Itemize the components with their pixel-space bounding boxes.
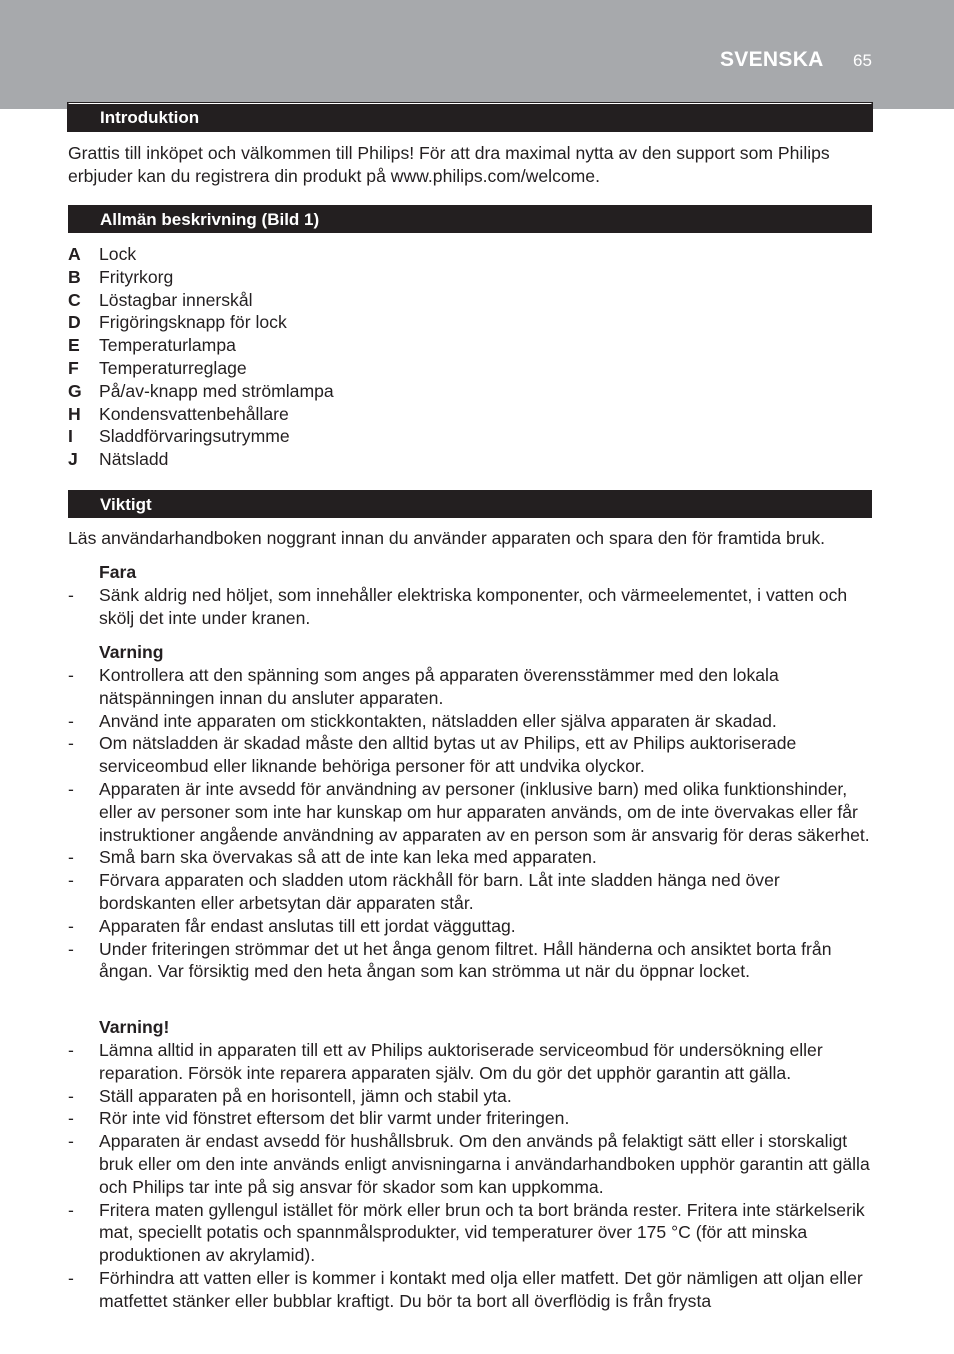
list-item-text: Under friteringen strömmar det ut het ånga genom filtret. Håll händerna och ansiktet borta från ångan. Var försiktig med den heta ångan som kan strömma ut när du öppnar locket. [99, 938, 832, 982]
list-dash: - [68, 733, 74, 754]
list-item [68, 846, 872, 869]
list-item-text: Använd inte apparaten om stickkontakten, nätsladden eller själva apparaten är skadad. [99, 710, 777, 731]
list-item-text: Kontrollera att den spänning som anges på apparaten överensstämmer med den lokala nätspänningen innan du ansluter apparaten. [99, 665, 779, 708]
list-item [68, 869, 872, 915]
list-item-text: Små barn ska övervakas så att de inte kan leka med apparaten. [99, 847, 597, 868]
section-heading-general-description [68, 205, 872, 233]
list-item [68, 1267, 872, 1313]
page-number: 65 [853, 51, 872, 70]
list-item [68, 1107, 872, 1130]
list-item [68, 1199, 872, 1267]
danger-list [68, 584, 872, 630]
part-item [68, 425, 668, 448]
list-item [68, 1039, 872, 1085]
list-item [68, 938, 872, 984]
list-item [68, 732, 872, 778]
section-title: Introduktion [100, 108, 200, 127]
list-item-text: Fritera maten gyllengul istället för mörk eller brun och ta bort brända rester. Fritera inte stärkelserik mat, speciellt potatis och spannmålsprodukter, vid temperaturer över 175 °C (för att minska produktionen av akrylamid). [99, 1199, 865, 1266]
caution-list [68, 1039, 872, 1313]
list-dash: - [68, 1085, 74, 1106]
part-letter: I [68, 426, 73, 447]
part-letter: H [68, 403, 81, 424]
list-item-text: Ställ apparaten på en horisontell, jämn och stabil yta. [99, 1085, 512, 1106]
section-heading-important [68, 490, 872, 518]
header-band [0, 0, 954, 109]
list-dash: - [68, 915, 74, 936]
language-label: SVENSKA [720, 48, 824, 71]
parts-list [68, 243, 668, 471]
list-item [68, 710, 872, 733]
part-item [68, 448, 668, 471]
list-dash: - [68, 778, 74, 799]
part-item [68, 334, 668, 357]
section-heading-introduction [68, 103, 872, 131]
list-item [68, 1085, 872, 1108]
danger-title: Fara [99, 562, 137, 582]
part-item [68, 357, 668, 380]
list-dash: - [68, 938, 74, 959]
important-intro: Läs användarhandboken noggrant innan du använder apparaten och spara den för framtida bruk. [68, 528, 826, 548]
part-label: På/av-knapp med strömlampa [99, 380, 334, 401]
list-dash: - [68, 665, 74, 685]
part-letter: B [68, 266, 81, 287]
caution-title: Varning! [99, 1017, 170, 1037]
warning-title: Varning [99, 642, 164, 662]
part-label: Sladdförvaringsutrymme [99, 426, 290, 447]
list-dash: - [68, 870, 74, 891]
list-dash: - [68, 585, 74, 605]
list-dash: - [68, 1040, 74, 1060]
list-item-text: Förhindra att vatten eller is kommer i kontakt med olja eller matfett. Det gör nämligen att oljan eller matfettet stänker eller bubblar kraftigt. Du bör ta bort all överflödig is från frysta [99, 1267, 863, 1311]
part-letter: A [68, 244, 81, 264]
warning-list [68, 664, 872, 983]
part-label: Lock [99, 244, 137, 264]
intro-paragraph: Grattis till inköpet och välkommen till Philips! För att dra maximal nytta av den support som Philips erbjuder kan du registrera din produkt på www.philips.com/welcome. [68, 143, 830, 186]
list-item-text: Sänk aldrig ned höljet, som innehåller elektriska komponenter, och värmeelementet, i vatten och skölj det inte under kranen. [99, 585, 848, 628]
part-item [68, 289, 668, 312]
list-item [68, 1130, 872, 1198]
part-item [68, 266, 668, 289]
part-label: Nätsladd [99, 449, 169, 470]
list-item-text: Förvara apparaten och sladden utom räckhåll för barn. Låt inte sladden hänga ned över bordskanten eller arbetsytan där apparaten står. [99, 870, 780, 913]
part-letter: C [68, 289, 81, 310]
list-item-text: Apparaten är inte avsedd för användning av personer (inklusive barn) med olika funktionshinder, eller av personer som inte har kunskap om hur apparaten används, om de inte övervakas eller får instruktioner angående användning av apparaten av en person som är ansvarig för deras säkerhet. [99, 778, 870, 845]
part-label: Frityrkorg [99, 266, 174, 287]
list-item-text: Apparaten får endast anslutas till ett jordat vägguttag. [99, 915, 516, 936]
part-label: Temperaturreglage [99, 357, 247, 378]
part-letter: F [68, 357, 79, 378]
list-item-text: Lämna alltid in apparaten till ett av Philips auktoriserade serviceombud för undersökning eller reparation. Försök inte reparera apparaten själv. Om du gör det upphör garantin att gälla. [99, 1040, 823, 1083]
part-label: Frigöringsknapp för lock [99, 312, 287, 333]
list-item-text: Apparaten är endast avsedd för hushållsbruk. Om den används på felaktigt sätt eller i storskaligt bruk eller om den inte används enligt anvisningarna i användarhandboken upphör garantin att gälla och Philips tar inte på sig ansvar för skador som kan uppkomma. [99, 1131, 870, 1197]
section-title: Allmän beskrivning (Bild 1) [100, 210, 320, 229]
list-dash: - [68, 710, 74, 731]
list-item-text: Rör inte vid fönstret eftersom det blir varmt under friteringen. [99, 1108, 570, 1129]
part-item [68, 403, 668, 426]
list-dash: - [68, 1199, 74, 1220]
part-letter: D [68, 312, 81, 333]
list-item-text: Om nätsladden är skadad måste den alltid bytas ut av Philips, ett av Philips auktoriserade serviceombud eller liknande behöriga personer för att undvika olyckor. [99, 733, 797, 777]
part-letter: G [68, 380, 82, 401]
list-dash: - [68, 1108, 74, 1129]
part-item [68, 380, 668, 403]
part-item [68, 311, 668, 334]
part-label: Löstagbar innerskål [99, 289, 253, 310]
list-item [68, 915, 872, 938]
part-label: Kondensvattenbehållare [99, 403, 289, 424]
part-letter: E [68, 335, 80, 356]
list-dash: - [68, 847, 74, 868]
part-item [68, 243, 668, 266]
part-letter: J [68, 449, 78, 470]
list-dash: - [68, 1131, 74, 1152]
section-title: Viktigt [100, 495, 152, 514]
list-item [68, 664, 872, 710]
list-dash: - [68, 1267, 74, 1288]
part-label: Temperaturlampa [99, 335, 236, 356]
list-item [68, 778, 872, 846]
list-item [68, 584, 872, 630]
